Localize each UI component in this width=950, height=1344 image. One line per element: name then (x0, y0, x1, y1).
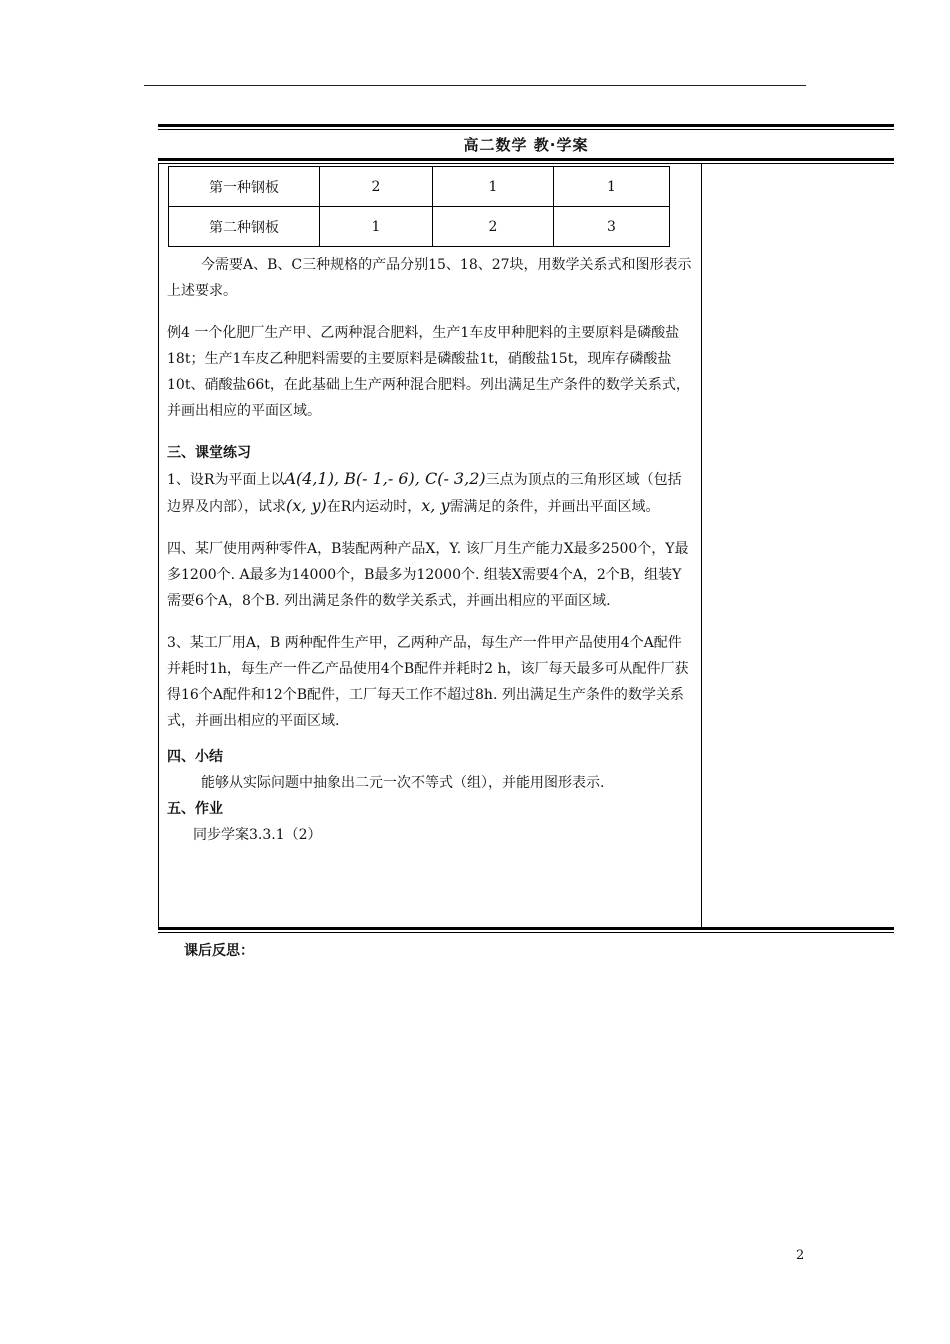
exercise-1-text: 需满足的条件，并画出平面区域。 (449, 499, 660, 515)
triangle-vertices-formula: A(4,1), B(- 1,- 6), C(- 3,2) (284, 469, 486, 488)
page-number: 2 (796, 1248, 805, 1263)
table-row (169, 167, 670, 207)
table-cell: 2 (433, 207, 554, 247)
homework-heading: 五、作业 (167, 801, 223, 817)
requirement-paragraph: 今需要A、B、C三种规格的产品分别15、18、27块，用数学关系式和图形表示上述要求。 (167, 257, 692, 299)
page-top-rule (144, 85, 806, 86)
frame-bottom-rule (158, 927, 894, 933)
exercise-1-text: 三点为顶点的三角形区域（包括边界及内部），试求 (167, 472, 682, 515)
reflection-label: 课后反思： (184, 943, 254, 959)
exercise-1-text: 在R内运动时， (326, 499, 422, 515)
table-cell: 1 (433, 167, 554, 207)
header-bottom-rule (158, 158, 894, 164)
table-cell: 3 (554, 207, 670, 247)
exercise-2-paragraph: 四、某厂使用两种零件A，B装配两种产品X，Y. 该厂月生产能力X最多2500个，Y最多1200个. A最多为14000个，B最多为12000个. 组装X需要4个A，2个B，组装Y需要6个A，8个B. 列出满足条件的数学关系式，并画出相应的平面区域. (167, 541, 689, 609)
summary-text: 能够从实际问题中抽象出二元一次不等式（组），并能用图形表示. (201, 775, 605, 791)
table-cell: 第一种钢板 (169, 167, 320, 207)
lesson-content (167, 252, 695, 848)
steel-plate-table (168, 166, 670, 247)
table-row (169, 207, 670, 247)
table-cell: 第二种钢板 (169, 207, 320, 247)
xy-variables-formula: x, y (421, 496, 450, 515)
section-practice-heading: 三、课堂练习 (167, 445, 251, 461)
table-cell: 1 (554, 167, 670, 207)
example-4-paragraph: 例4 一个化肥厂生产甲、乙两种混合肥料，生产1车皮甲种肥料的主要原料是磷酸盐18t；生产1车皮乙种肥料需要的主要原料是磷酸盐1t，硝酸盐15t，现库存磷酸盐10t、硝酸盐66t，在此基础上生产两种混合肥料。列出满足生产条件的数学关系式，并画出相应的平面区域。 (167, 325, 690, 419)
exercise-1-text: 1、设R为平面上以 (167, 472, 285, 488)
exercise-1-paragraph (167, 466, 695, 520)
page-header-title: 高二数学 教·学案 (463, 136, 589, 154)
homework-text: 同步学案3.3.1（2） (193, 827, 322, 843)
table-cell: 2 (320, 167, 433, 207)
summary-heading: 四、小结 (167, 749, 223, 765)
point-xy-formula: (x, y) (286, 496, 327, 515)
frame-left-border (158, 164, 159, 928)
exercise-3-paragraph: 3、某工厂用A，B 两种配件生产甲，乙两种产品，每生产一件甲产品使用4个A配件并耗时1h，每生产一件乙产品使用4个B配件并耗时2 h，该厂每天最多可从配件厂获得16个A配件和12个B配件，工厂每天工作不超过8h. 列出满足生产条件的数学关系式，并画出相应的平面区域. (167, 635, 689, 729)
table-cell: 1 (320, 207, 433, 247)
notes-column-divider (701, 164, 702, 928)
frame-top-rule (158, 124, 894, 130)
